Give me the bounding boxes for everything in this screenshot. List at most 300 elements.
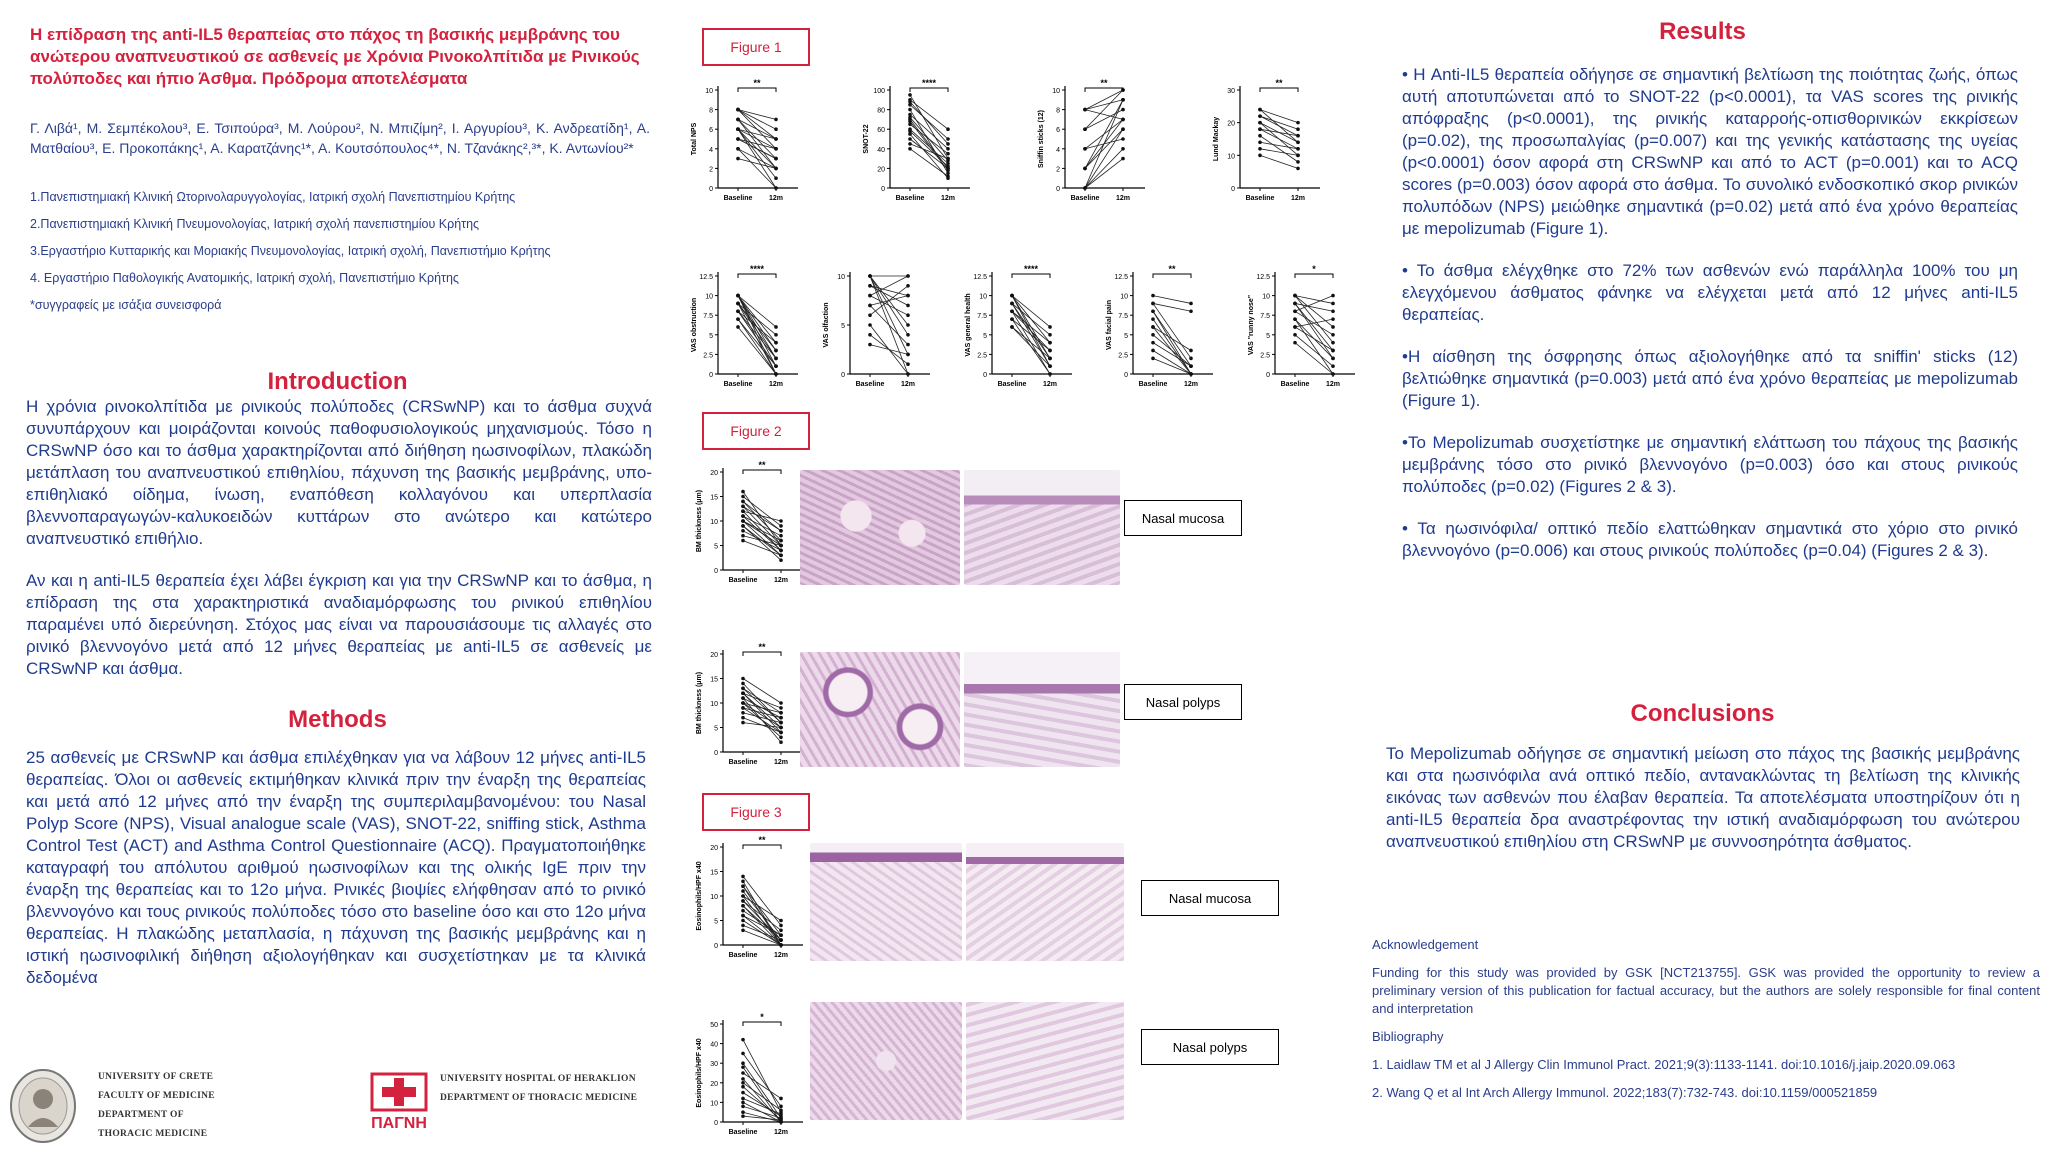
data-point (741, 909, 745, 913)
significance-label: * (1312, 264, 1316, 274)
significance-label: **** (921, 78, 937, 88)
y-tick-label: 20 (710, 1080, 718, 1088)
data-point (1293, 317, 1297, 321)
affiliation-4: 4. Εργαστήριο Παθολογικής Ανατομικής, Ιατρική σχολή, Πανεπιστήμιο Κρήτης (30, 271, 459, 285)
data-point (736, 108, 740, 112)
y-tick-label: 7.5 (977, 313, 987, 321)
y-tick-label: 7.5 (1118, 313, 1128, 321)
data-point (1151, 349, 1155, 353)
y-axis-label: VAS facial pain (1106, 299, 1113, 351)
series-line (743, 886, 781, 945)
acknowledgement-heading: Acknowledgement (1372, 937, 1479, 952)
data-point (1121, 157, 1125, 161)
data-point (908, 108, 912, 112)
data-point (908, 103, 912, 107)
data-point (741, 884, 745, 888)
data-point (779, 938, 783, 942)
affiliations (30, 188, 655, 315)
results-paragraph-1: • Η Anti-IL5 θεραπεία οδήγησε σε σημαντική βελτίωση της ποιότητας ζωής, όπως αυτή αποτυπώνεται από το SNOT-22 (p<0.0001), τα VAS scores της ρινικής απόφραξης (p<0.0001), της ρινικής καταρροής-οπισθορινικών εκκρίσεων (p=0.02), της προσωπαλγίας (p=0.007) και της γενικής κατάστασης της υγείας (p<0.0001) όσον αφορά στη CRSwNP και από το ACT (p=0.001) και το ACQ scores (p=0.003) όσον αφορά στο άσθμα. Το συνολικό ενδοσκοπικό σκορ ρινικών πολυπόδων (NPS) μειώθηκε σημαντικά (p=0.02) μετά από ένα χρόνο θεραπείας με mepolizumab (Figure 1). (1402, 65, 2018, 238)
data-point (741, 1110, 745, 1114)
series-line (738, 129, 776, 178)
data-point (774, 157, 778, 161)
data-point (1048, 364, 1052, 368)
x-tick-label: Baseline (1138, 381, 1168, 388)
data-point (906, 362, 910, 366)
series-line (1085, 100, 1123, 110)
data-point (906, 333, 910, 337)
x-tick-label: Baseline (728, 577, 758, 584)
data-point (1296, 160, 1300, 164)
significance-bracket (738, 274, 776, 278)
y-tick-label: 6 (709, 127, 713, 135)
series-line (1295, 319, 1333, 327)
data-point (908, 147, 912, 151)
y-axis-label: Lund Mackay (1213, 116, 1220, 162)
data-point (741, 677, 745, 681)
data-point (1331, 364, 1335, 368)
data-point (736, 147, 740, 151)
data-point (779, 1118, 783, 1122)
affiliation-1: 1.Πανεπιστημιακή Κλινική Ωτορινολαρυγγολογίας, Ιατρική σχολή Πανεπιστημίου Κρήτης (30, 190, 516, 204)
series-line (910, 102, 948, 144)
data-point (1331, 357, 1335, 361)
data-point (946, 159, 950, 163)
data-point (1189, 372, 1193, 376)
significance-label: ** (758, 460, 766, 470)
y-tick-label: 20 (877, 166, 885, 174)
y-axis-label: BM thickness (μm) (696, 489, 703, 553)
x-tick-label: 12m (773, 577, 789, 584)
data-point (946, 174, 950, 178)
y-tick-label: 0 (1056, 186, 1060, 193)
reference-2: 2. Wang Q et al Int Arch Allergy Immunol. 2022;183(7):732-743. doi:10.1159/000521859 (1372, 1085, 1878, 1100)
data-point (1296, 167, 1300, 171)
significance-bracket (738, 88, 776, 92)
y-tick-label: 30 (710, 1061, 718, 1069)
micrograph-eos-mucosa-baseline (810, 843, 962, 961)
series-line (870, 345, 908, 355)
data-point (779, 716, 783, 720)
data-point (1189, 357, 1193, 361)
label-nasal-mucosa-fig3: Nasal mucosa (1141, 880, 1279, 916)
significance-label: ** (758, 642, 766, 652)
data-point (741, 1091, 745, 1095)
data-point (1331, 294, 1335, 298)
y-tick-label: 5 (714, 543, 718, 551)
significance-label: * (760, 1012, 764, 1022)
data-point (1331, 372, 1335, 376)
y-tick-label: 0 (714, 943, 718, 950)
data-point (1331, 333, 1335, 337)
data-point (741, 534, 745, 538)
micrograph-eos-mucosa-12m (966, 843, 1124, 961)
data-point (1296, 134, 1300, 138)
data-point (1189, 349, 1193, 353)
y-tick-label: 0 (714, 750, 718, 757)
data-point (741, 1101, 745, 1105)
data-point (779, 731, 783, 735)
y-tick-label: 2.5 (703, 352, 713, 360)
data-point (779, 1097, 783, 1101)
data-point (736, 294, 740, 298)
data-point (741, 1052, 745, 1056)
y-tick-label: 0 (841, 372, 845, 379)
data-point (1151, 333, 1155, 337)
uoc-line-3: DEPARTMENT OF (98, 1110, 184, 1120)
series-line (1153, 296, 1191, 304)
data-point (741, 914, 745, 918)
significance-bracket (1260, 88, 1298, 92)
y-tick-label: 10 (1052, 88, 1060, 95)
y-axis-label: VAS olfaction (823, 302, 830, 348)
data-point (1293, 294, 1297, 298)
data-point (741, 529, 745, 533)
data-point (741, 1061, 745, 1065)
series-line (738, 119, 776, 168)
data-point (1083, 167, 1087, 171)
data-point (741, 1071, 745, 1075)
x-tick-label: Baseline (855, 381, 885, 388)
data-point (868, 304, 872, 308)
y-axis-label: VAS "runny nose" (1248, 294, 1255, 356)
data-point (906, 313, 910, 317)
data-point (946, 142, 950, 146)
y-tick-label: 7.5 (703, 313, 713, 321)
y-tick-label: 15 (710, 676, 718, 684)
micrograph-mucosa-baseline (800, 470, 960, 585)
uoc-line-1: UNIVERSITY OF CRETE (98, 1072, 214, 1082)
micrograph-eos-polyps-12m (966, 1002, 1124, 1120)
data-point (946, 137, 950, 141)
y-tick-label: 2 (1056, 166, 1060, 174)
data-point (741, 505, 745, 509)
data-point (741, 919, 745, 923)
label-nasal-polyps-fig3: Nasal polyps (1141, 1029, 1279, 1065)
data-point (906, 274, 910, 278)
y-tick-label: 5 (983, 332, 987, 340)
uoc-logo-text (98, 1068, 248, 1144)
methods-body (26, 747, 646, 1009)
y-axis-label: Total NPS (691, 122, 698, 156)
data-point (1331, 349, 1335, 353)
data-point (1048, 341, 1052, 345)
data-point (1331, 309, 1335, 313)
data-point (1151, 357, 1155, 361)
data-point (906, 343, 910, 347)
series-line (1153, 311, 1191, 374)
data-point (774, 364, 778, 368)
data-point (779, 706, 783, 710)
y-axis-label: Sniffin sticks (12) (1038, 110, 1045, 168)
conclusions-heading: Conclusions (1630, 700, 1775, 727)
data-point (906, 353, 910, 357)
chart-vas-general-health (962, 262, 1080, 402)
results-paragraph-4: •Το Mepolizumab συσχετίστηκε με σημαντική ελάττωση του πάχους της βασικής μεμβράνης τόσο στο ρινικό βλεννογόνο (p=0.003) όσο και στους ρινικούς πολύποδες (p=0.02) (Figures 2 & 3). (1402, 433, 2018, 496)
data-point (868, 333, 872, 337)
y-axis-label: Eosinophils/HPF x40 (696, 861, 703, 931)
affiliation-2: 2.Πανεπιστημιακή Κλινική Πνευμονολογίας, Ιατρική σχολή πανεπιστημίου Κρήτης (30, 217, 480, 231)
y-tick-label: 100 (873, 88, 885, 95)
uoc-line-2: FACULTY OF MEDICINE (98, 1091, 215, 1101)
results-heading: Results (1659, 18, 1746, 45)
data-point (741, 1097, 745, 1101)
data-point (1293, 325, 1297, 329)
data-point (1151, 341, 1155, 345)
data-point (1048, 333, 1052, 337)
data-point (779, 919, 783, 923)
methods-paragraph: 25 ασθενείς με CRSwNP και άσθμα επιλέχθηκαν για να λάβουν 12 μήνες anti-IL5 θεραπείας. Όλοι οι ασθενείς εκτιμήθηκαν κλινικά πριν την έναρξη της θεραπείας και μετά από 12 μήνες από την έναρξη της συμπεριλαμβανομένου: του Nasal Polyp Score (NPS), Visual analogue scale (VAS), SNOT-22, sniffing stick, Asthma Control Test (ACT) and Asthma Control Questionnaire (ACQ). Πραγματοποιήθηκε καταγραφή του απόλυτου αριθμού ηωσινοφίλων και της ολικής IgE πριν την έναρξη της θεραπείας και το 12ο μήνα. Ρινικές βιοψίες ελήφθησαν από το ρινικό βλεννογόνο και τους ρινικούς πολύποδες τόσο στο baseline όσο και στο 12ο μήνα θεραπείας. Η πλακώδης μεταπλασία, η πάχυνση της βασικής μεμβράνης και η ιστική ηωσινοφιλική διήθηση αξιολογήθηκαν και συσχετίστηκαν με τα κλινικά δεδομένα (26, 748, 646, 987)
data-point (908, 129, 912, 133)
data-point (906, 284, 910, 288)
data-point (779, 740, 783, 744)
data-point (1258, 127, 1262, 131)
x-tick-label: Baseline (895, 195, 925, 202)
uoc-line-4: THORACIC MEDICINE (98, 1129, 208, 1139)
data-point (1151, 309, 1155, 313)
chart-bm-thickness-mucosa (693, 458, 811, 598)
y-tick-label: 0 (714, 1120, 718, 1127)
series-line (870, 276, 908, 354)
significance-bracket (1012, 274, 1050, 278)
series-line (743, 511, 781, 521)
significance-bracket (1295, 274, 1333, 278)
series-line (738, 129, 776, 149)
data-point (774, 372, 778, 376)
data-point (741, 682, 745, 686)
series-line (1153, 311, 1191, 366)
data-point (779, 943, 783, 947)
data-point (741, 1065, 745, 1069)
data-point (741, 519, 745, 523)
x-tick-label: Baseline (728, 1129, 758, 1136)
poster-title: Η επίδραση της anti-IL5 θεραπείας στο πάχος τη βασικής μεμβράνης του ανώτερου αναπνευστικού σε ασθενείς με Χρόνια Ρινοκολπίτιδα με Ρινικούς πολύποδες και ήπιο Άσθμα. Πρόδρομα αποτελέσματα (30, 25, 640, 88)
results-paragraph-5: • Τα ηωσινόφιλα/ οπτικό πεδίο ελαττώθηκαν σημαντικά στο χόριο στο ρινικό βλεννογόνο (p=0.006) και στους ρινικούς πολύποδες (p=0.04) (Figures 2 & 3). (1402, 519, 2018, 560)
data-point (741, 899, 745, 903)
data-point (908, 137, 912, 141)
data-point (868, 323, 872, 327)
data-point (1083, 127, 1087, 131)
y-axis-label: BM thickness (μm) (696, 671, 703, 735)
bibliography-heading: Bibliography (1372, 1029, 1444, 1044)
data-point (736, 317, 740, 321)
data-point (774, 147, 778, 151)
data-point (908, 93, 912, 97)
data-point (779, 933, 783, 937)
data-point (774, 186, 778, 190)
y-tick-label: 0 (881, 186, 885, 193)
series-line (1012, 311, 1050, 374)
data-point (1121, 108, 1125, 112)
y-tick-label: 0 (983, 372, 987, 379)
data-point (1258, 154, 1262, 158)
data-point (946, 127, 950, 131)
data-point (1189, 364, 1193, 368)
results-body (1402, 64, 2018, 582)
data-point (774, 118, 778, 122)
y-axis-label: VAS general health (965, 293, 972, 357)
data-point (741, 495, 745, 499)
data-point (1151, 302, 1155, 306)
data-point (906, 304, 910, 308)
data-point (779, 711, 783, 715)
data-point (741, 1085, 745, 1089)
x-tick-label: 12m (1115, 195, 1131, 202)
introduction-paragraph-1: Η χρόνια ρινοκολπίτιδα με ρινικούς πολύποδες (CRSwNP) και το άσθμα συχνά συνυπάρχουν και μοιράζονται κοινούς παθοφυσιολογικούς μηχανισμούς. Τόσο η CRSwNP όσο και το άσθμα χαρακτηρίζονται από διήθηση ηωσινοφίλων, πλακώδη μετάπλαση του αναπνευστικού επιθηλίου, πάχυνση της βασικής μεμβράνης, υπο-επιθηλιακό οίδημα, ίνωση, εναπόθεση κολλαγόνου και υπερπλασία βλεννοπαραγωγών-καλυκοειδών κυττάρων στο ανώτερο και κατώτερο αναπνευστικό επιθήλιο. (26, 397, 652, 548)
data-point (736, 127, 740, 131)
data-point (1048, 325, 1052, 329)
x-tick-label: Baseline (723, 381, 753, 388)
figure-3-label: Figure 3 (702, 793, 810, 831)
figure-2-label: Figure 2 (702, 412, 810, 450)
series-line (743, 1087, 781, 1120)
x-tick-label: 12m (1325, 381, 1341, 388)
x-tick-label: 12m (900, 381, 916, 388)
significance-label: **** (749, 264, 765, 274)
y-tick-label: 60 (877, 127, 885, 135)
y-tick-label: 2 (709, 166, 713, 174)
series-line (910, 100, 948, 129)
data-point (1258, 108, 1262, 112)
data-point (774, 127, 778, 131)
acknowledgement-text: Funding for this study was provided by GSK [NCT213755]. GSK was provided the opportunity to review a preliminary version of this publication for factual accuracy, but the authors are solely responsible for final content and interpretation (1372, 965, 2040, 1016)
y-tick-label: 0 (1124, 372, 1128, 379)
series-line (1153, 303, 1191, 311)
significance-label: ** (1100, 78, 1108, 88)
data-point (868, 343, 872, 347)
data-point (1189, 302, 1193, 306)
data-point (1296, 121, 1300, 125)
data-point (1151, 325, 1155, 329)
data-point (774, 357, 778, 361)
data-point (741, 691, 745, 695)
y-tick-label: 20 (710, 845, 718, 852)
y-tick-label: 10 (979, 293, 987, 301)
data-point (779, 701, 783, 705)
data-point (741, 1081, 745, 1085)
data-point (779, 549, 783, 553)
data-point (741, 1038, 745, 1042)
data-point (946, 147, 950, 151)
series-line (743, 506, 781, 531)
data-point (1121, 127, 1125, 131)
x-tick-label: Baseline (728, 952, 758, 959)
micrograph-mucosa-12m (964, 470, 1120, 585)
y-tick-label: 10 (705, 293, 713, 301)
data-point (1010, 325, 1014, 329)
data-point (1258, 140, 1262, 144)
data-point (774, 167, 778, 171)
series-line (1295, 319, 1333, 358)
y-tick-label: 5 (841, 323, 845, 330)
data-point (741, 1105, 745, 1109)
introduction-heading: Introduction (267, 368, 408, 395)
x-tick-label: 12m (773, 952, 789, 959)
y-tick-label: 0 (714, 568, 718, 575)
y-tick-label: 10 (710, 701, 718, 708)
significance-bracket (743, 1022, 781, 1026)
y-tick-label: 20 (710, 652, 718, 659)
data-point (741, 889, 745, 893)
data-point (1293, 309, 1297, 313)
data-point (906, 323, 910, 327)
series-line (1260, 155, 1298, 168)
data-point (741, 1077, 745, 1081)
data-point (779, 1105, 783, 1109)
significance-label: ** (1168, 264, 1176, 274)
data-point (1331, 302, 1335, 306)
data-point (774, 176, 778, 180)
introduction-paragraph-2: Αν και η anti-IL5 θεραπεία έχει λάβει έγκριση και για την CRSwNP και το άσθμα, η επίδραση της στα χαρακτηριστικά αναδιαμόρφωσης του ρινικού επιθηλίου παραμένει υπό διερεύνηση. Στόχος μας είναι να παρουσιάσουμε τις αλλαγές στο ρινικό βλεννογόνο μετά από 12 μήνες θεραπείας με anti-IL5 σε ασθενείς με CRSwNP και άσθμα. (26, 571, 652, 678)
data-point (736, 157, 740, 161)
data-point (779, 524, 783, 528)
data-point (741, 524, 745, 528)
series-line (743, 1063, 781, 1118)
y-tick-label: 0 (1231, 186, 1235, 193)
x-tick-label: Baseline (997, 381, 1027, 388)
x-tick-label: 12m (1290, 195, 1306, 202)
data-point (741, 696, 745, 700)
data-point (908, 98, 912, 102)
data-point (1010, 302, 1014, 306)
pagni-line-1: UNIVERSITY HOSPITAL OF HERAKLION (440, 1074, 636, 1084)
y-tick-label: 30 (1227, 88, 1235, 95)
chart-total-nps (688, 76, 806, 216)
data-point (741, 701, 745, 705)
y-tick-label: 5 (714, 918, 718, 926)
y-tick-label: 12.5 (1114, 274, 1128, 281)
data-point (736, 325, 740, 329)
data-point (1293, 302, 1297, 306)
y-tick-label: 2.5 (1260, 352, 1270, 360)
y-tick-label: 40 (877, 146, 885, 154)
y-tick-label: 12.5 (1256, 274, 1270, 281)
series-line (743, 876, 781, 925)
y-tick-label: 12.5 (699, 274, 713, 281)
significance-bracket (743, 470, 781, 474)
significance-label: ** (1275, 78, 1283, 88)
y-tick-label: 7.5 (1260, 313, 1270, 321)
data-point (946, 165, 950, 169)
data-point (779, 544, 783, 548)
x-tick-label: Baseline (1245, 195, 1275, 202)
data-point (779, 736, 783, 740)
data-point (906, 372, 910, 376)
series-line (738, 149, 776, 169)
data-point (779, 539, 783, 543)
data-point (1296, 154, 1300, 158)
data-point (868, 313, 872, 317)
chart-vas-facial-pain (1103, 262, 1221, 402)
affiliation-3: 3.Εργαστήριο Κυτταρικής και Μοριακής Πνευμονολογίας, Ιατρική σχολή, Πανεπιστήμιο Κρήτης (30, 244, 551, 258)
data-point (1010, 294, 1014, 298)
y-tick-label: 2.5 (1118, 352, 1128, 360)
data-point (774, 325, 778, 329)
data-point (779, 721, 783, 725)
data-point (1048, 372, 1052, 376)
series-line (1260, 149, 1298, 156)
data-point (1121, 147, 1125, 151)
data-point (1258, 121, 1262, 125)
series-line (1085, 110, 1123, 120)
y-axis-label: SNOT-22 (863, 124, 870, 154)
series-line (743, 693, 781, 727)
data-point (741, 716, 745, 720)
y-tick-label: 10 (837, 274, 845, 281)
data-point (1083, 147, 1087, 151)
chart-sniffin-sticks (1035, 76, 1153, 216)
chart-snot22 (860, 76, 978, 216)
data-point (741, 514, 745, 518)
